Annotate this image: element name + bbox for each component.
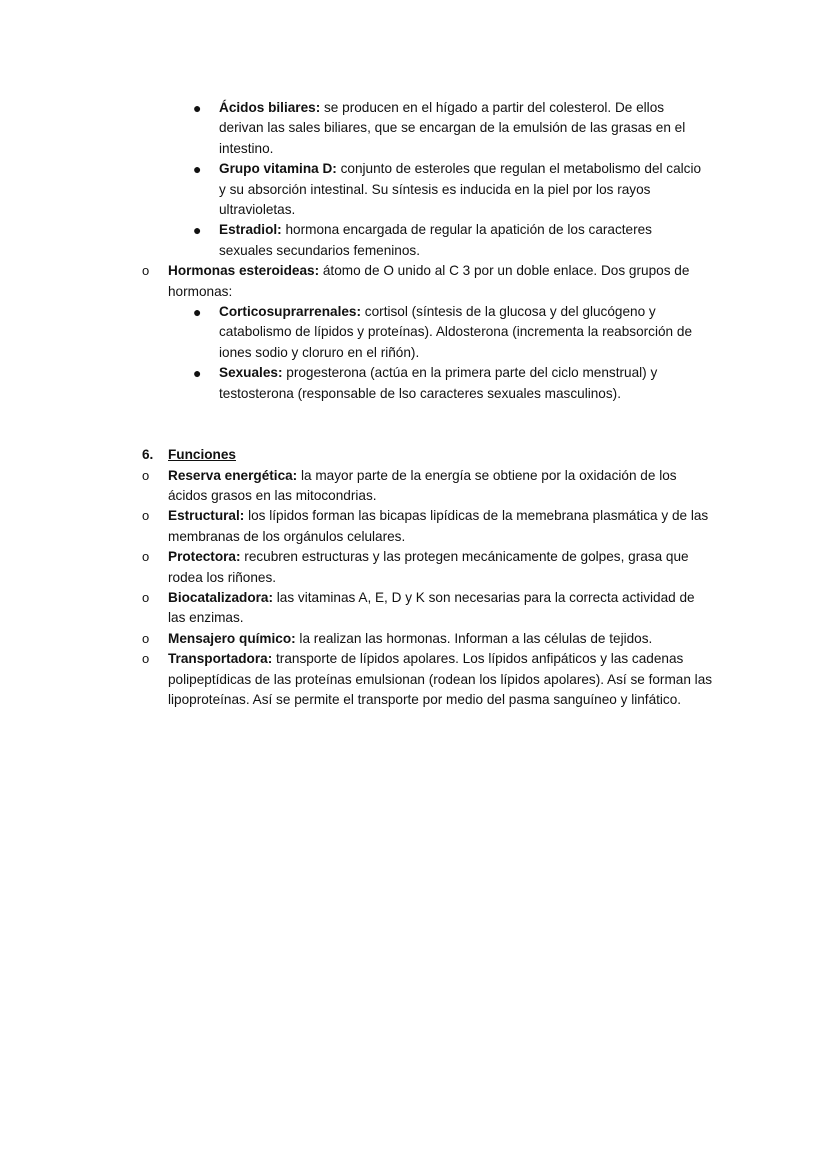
section-number: 6.	[142, 447, 154, 463]
item-text: conjunto de esteroles que regulan el metabolismo del calcio y su absorción intestinal. Su síntesis es inducida en la piel por los rayos ultravioletas.	[219, 161, 702, 218]
item-term: Corticosuprarrenales:	[219, 304, 362, 320]
item-term: Ácidos biliares:	[219, 100, 321, 115]
item-text: se producen en el hígado a partir del colesterol. De ellos derivan las sales biliares, que se encargan de la emulsión de las grasas en el intestino.	[219, 100, 686, 156]
item-text: progesterona (actúa en la primera parte del ciclo menstrual) y testosterona (responsable de lso caracteres sexuales masculinos).	[219, 365, 658, 401]
item-text: las vitaminas A, E, D y K son necesarias para la correcta actividad de las enzimas.	[168, 589, 695, 626]
list-item-sexuales	[0, 363, 709, 404]
item-text: átomo de O unido al C 3 por un doble enlace. Dos grupos de hormonas:	[168, 263, 690, 299]
item-text: los lípidos forman las bicapas lipídicas de la memebrana plasmática y de las membranas de los orgánulos celulares.	[168, 508, 709, 544]
item-term: Reserva energética:	[168, 467, 298, 483]
item-text: recubren estructuras y las protegen mecánicamente de golpes, grasa que rodea los riñones.	[168, 549, 689, 585]
list-item-vitamina-d	[0, 159, 709, 220]
item-term: Protectora:	[168, 549, 241, 565]
list-item-hormonas-esteroideas	[0, 261, 713, 302]
item-text: la realizan las hormonas. Informan a las células de tejidos.	[295, 630, 653, 646]
circle-bullet-icon: o	[142, 467, 150, 483]
item-term: Transportadora:	[168, 651, 273, 667]
list-item-reserva-energetica	[0, 466, 713, 507]
item-term: Grupo vitamina D:	[219, 161, 337, 177]
item-term: Hormonas esteroideas:	[168, 263, 320, 279]
list-item-estructural	[0, 506, 713, 547]
bullet-icon: ●	[193, 100, 202, 116]
list-item-protectora	[0, 547, 713, 588]
circle-bullet-icon: o	[142, 508, 150, 524]
list-item-mensajero-quimico	[0, 629, 713, 649]
item-term: Estradiol:	[219, 222, 282, 238]
item-term: Biocatalizadora:	[168, 589, 273, 605]
bullet-icon: ●	[193, 365, 202, 382]
item-term: Estructural:	[168, 508, 245, 524]
list-item-transportadora	[0, 649, 713, 710]
item-term: Sexuales:	[219, 365, 283, 381]
bullet-icon: ●	[193, 304, 202, 321]
bullet-icon: ●	[193, 161, 202, 178]
circle-bullet-icon: o	[142, 589, 150, 605]
list-item-biocatalizadora	[0, 588, 713, 629]
item-term: Mensajero químico:	[168, 630, 296, 646]
item-text: transporte de lípidos apolares. Los lípidos anfipáticos y las cadenas polipeptídicas de las proteínas emulsionan (rodean los lípidos apolares). Así se forman las lipoproteínas. Así se permite el transporte por medio del pasma sanguíneo y linfático.	[168, 651, 713, 707]
item-text: la mayor parte de la energía se obtiene por la oxidación de los ácidos grasos en las mitocondrias.	[168, 467, 677, 503]
list-item-acidos-biliares	[0, 98, 709, 159]
list-item-estradiol	[0, 220, 709, 261]
circle-bullet-icon: o	[142, 651, 150, 667]
item-text: hormona encargada de regular la apatición de los caracteres sexuales secundarios femeninos.	[219, 222, 652, 258]
section-title: Funciones	[168, 447, 236, 463]
circle-bullet-icon: o	[142, 263, 150, 279]
spacer	[0, 404, 828, 445]
list-item-corticosuprarrenales	[0, 302, 709, 363]
document-page	[0, 98, 828, 710]
circle-bullet-icon: o	[142, 630, 150, 646]
section-heading-funciones	[0, 445, 828, 465]
item-text: cortisol (síntesis de la glucosa y del glucógeno y catabolismo de lípidos y proteínas). Aldosterona (incrementa la reabsorción de iones sodio y cloruro en el riñón).	[219, 304, 693, 360]
bullet-icon: ●	[193, 222, 202, 239]
circle-bullet-icon: o	[142, 549, 150, 565]
